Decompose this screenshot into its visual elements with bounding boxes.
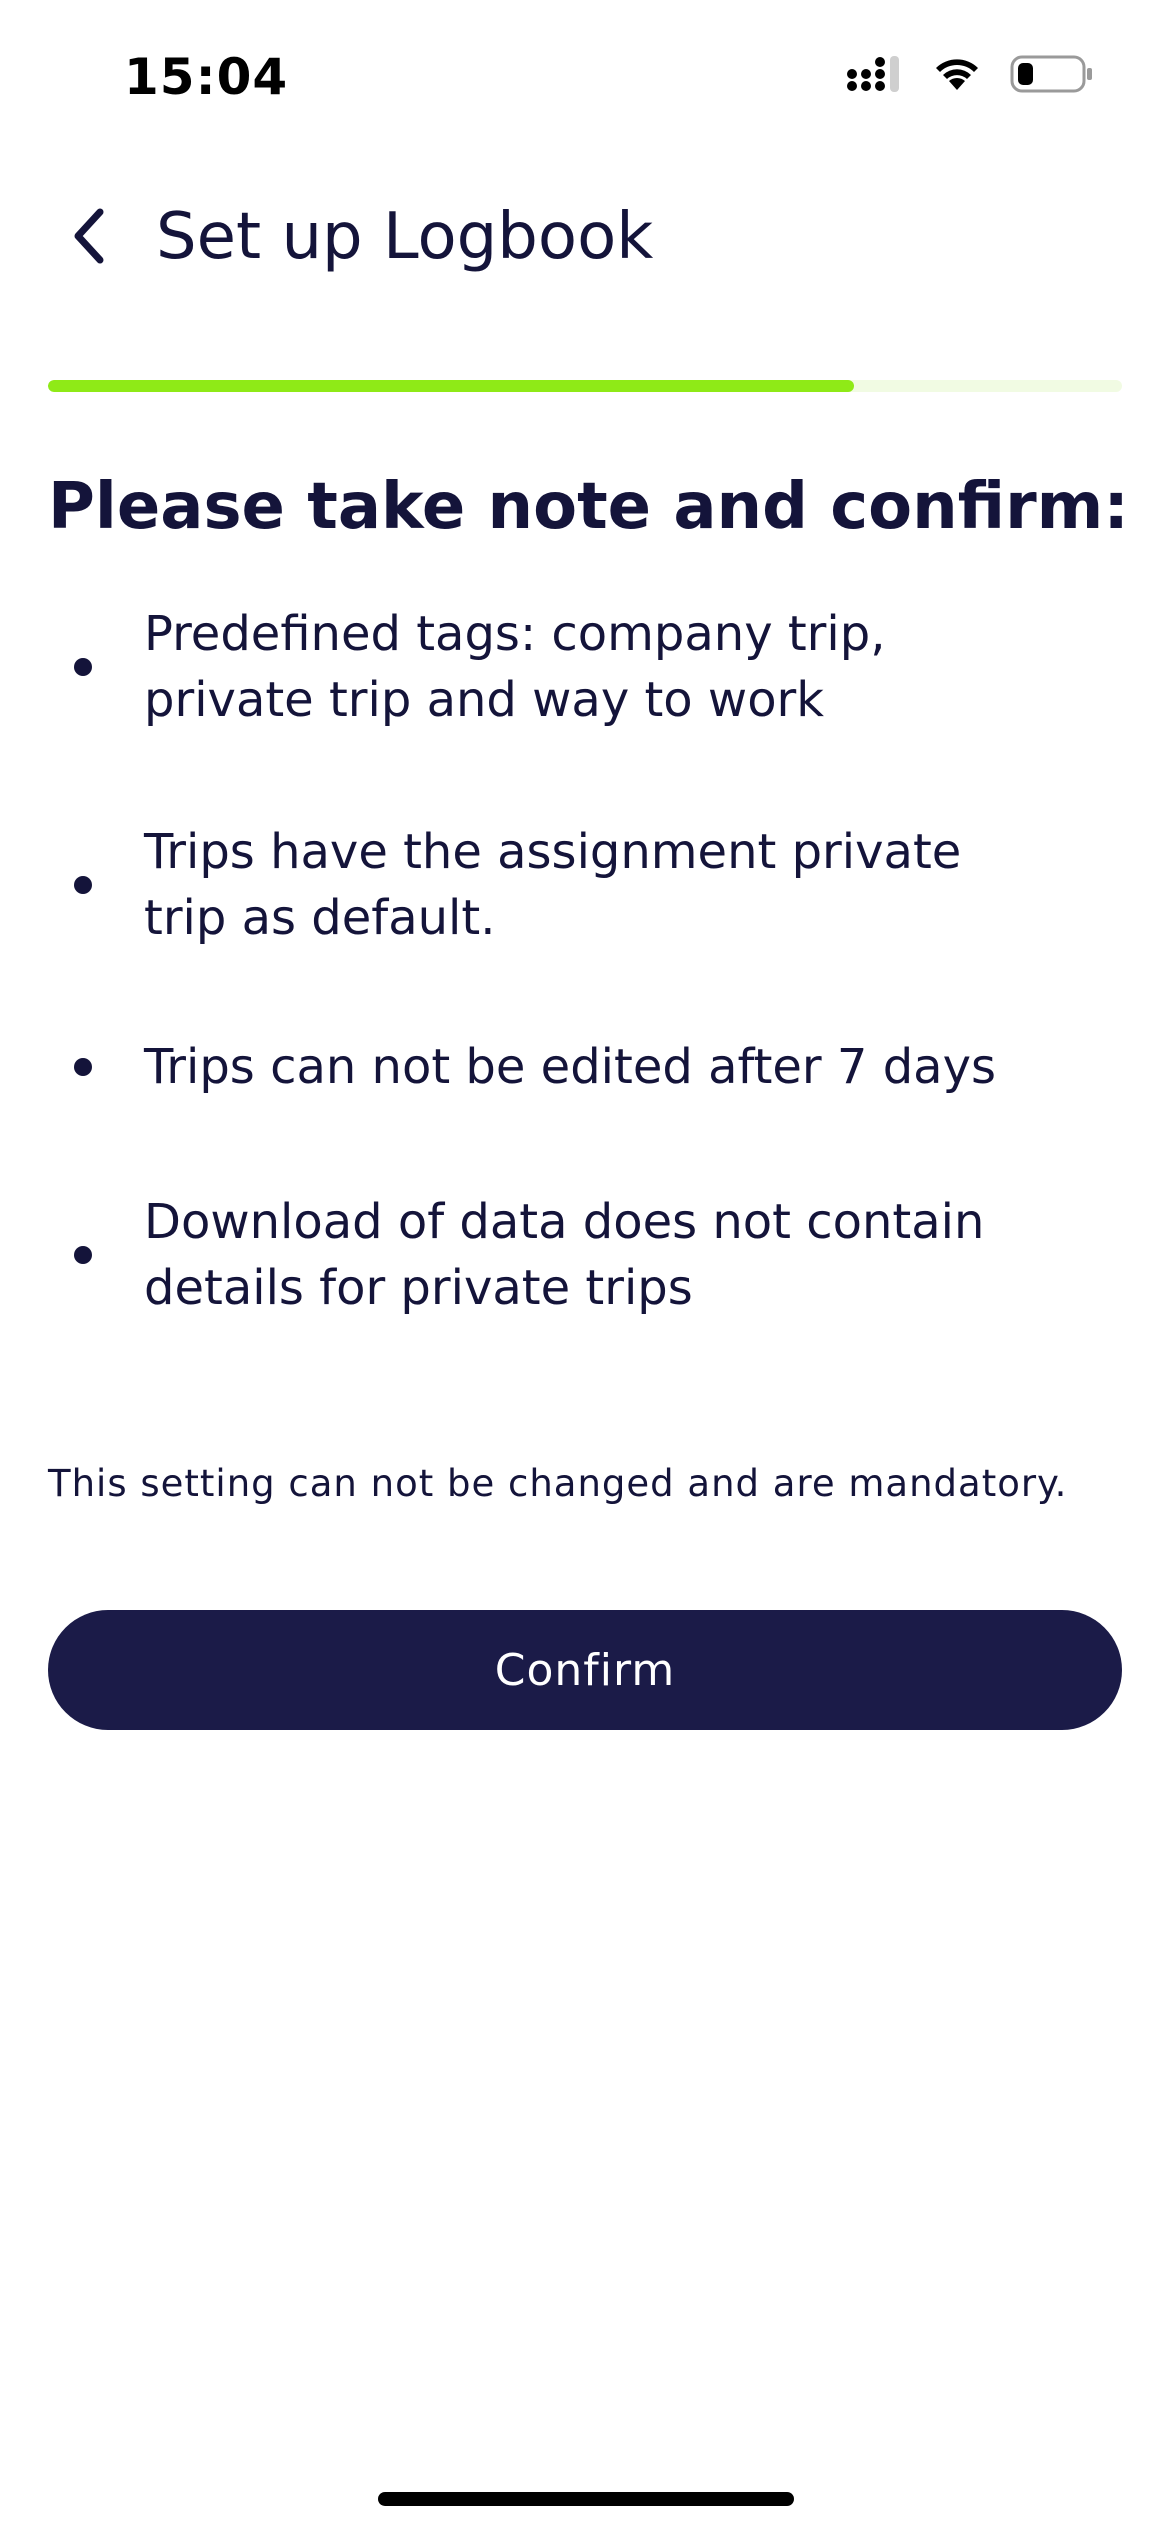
- main-heading: Please take note and confirm:: [48, 470, 1129, 544]
- status-time: 15:04: [124, 48, 289, 106]
- bullet-icon: [74, 658, 92, 676]
- list-item: [48, 1034, 1122, 1100]
- note-line: private trip and way to work: [144, 672, 825, 728]
- cellular-signal-icon: [846, 54, 904, 98]
- header: [0, 170, 1170, 310]
- wifi-icon: [930, 54, 984, 98]
- back-button[interactable]: [48, 198, 128, 278]
- note-text: [144, 819, 1064, 951]
- note-line: Trips have the assignment private: [144, 824, 962, 880]
- list-item: [48, 818, 1122, 952]
- list-item: [48, 600, 1122, 734]
- mandatory-note: This setting can not be changed and are mandatory.: [48, 1462, 1068, 1505]
- bullet-icon: [74, 1058, 92, 1076]
- home-indicator[interactable]: [378, 2492, 794, 2506]
- note-line: details for private trips: [144, 1260, 693, 1316]
- note-text: [144, 1034, 1064, 1100]
- note-line: Trips can not be edited after 7 days: [144, 1039, 996, 1095]
- progress-bar: [48, 380, 1122, 392]
- status-bar: [0, 0, 1170, 150]
- note-line: trip as default.: [144, 890, 496, 946]
- page-title: Set up Logbook: [156, 200, 654, 274]
- battery-icon: [1010, 54, 1094, 98]
- status-icons: [846, 54, 1094, 98]
- bullet-icon: [74, 876, 92, 894]
- note-text: [144, 1189, 1064, 1321]
- bullet-icon: [74, 1246, 92, 1264]
- note-line: Download of data does not contain: [144, 1194, 985, 1250]
- chevron-left-icon: [66, 206, 110, 270]
- list-item: [48, 1188, 1122, 1322]
- note-text: [144, 601, 1064, 733]
- confirm-button[interactable]: Confirm: [48, 1610, 1122, 1730]
- progress-fill: [48, 380, 854, 392]
- note-line: Predefined tags: company trip,: [144, 606, 886, 662]
